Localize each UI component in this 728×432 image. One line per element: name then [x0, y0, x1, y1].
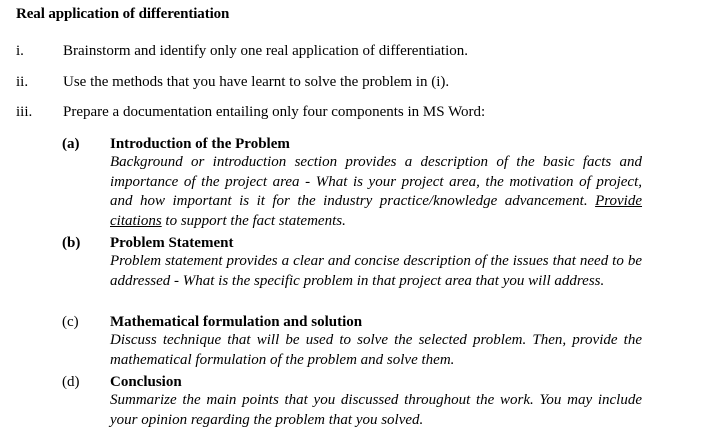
- step-number: iii.: [16, 104, 33, 120]
- component-title: Introduction of the Problem: [110, 136, 290, 152]
- component-letter: (b): [62, 235, 81, 251]
- component-title: Conclusion: [110, 374, 182, 390]
- citation-rest-text: to support the fact statements.: [161, 212, 346, 229]
- step-text: Brainstorm and identify only one real application of differentiation.: [63, 43, 469, 59]
- component-description: Problem statement provides a clear and concise description of the issues that need to be addressed - What is the specific problem in that project area that you will address.: [110, 253, 642, 289]
- component-description-text: Background or introduction section provides a description of the basic facts and importance of the project area - What is your project area, the motivation of project, and how important is it for the industry practice/knowledge advancement.: [110, 154, 642, 209]
- step-text: Use the methods that you have learnt to solve the problem in (i).: [63, 74, 450, 90]
- document-heading: Real application of differentiation: [16, 6, 230, 22]
- component-description: [110, 153, 642, 231]
- component-letter: (c): [62, 314, 79, 330]
- step-number: i.: [16, 43, 24, 59]
- component-description: Summarize the main points that you discussed throughout the work. You may include your opinion regarding the problem that you solved.: [110, 392, 642, 428]
- citation-link[interactable]: Provide citations: [110, 193, 643, 229]
- component-letter: (d): [62, 374, 80, 390]
- step-text: Prepare a documentation entailing only four components in MS Word:: [63, 104, 486, 120]
- component-description: Discuss technique that will be used to solve the selected problem. Then, provide the mathematical formulation of the problem and solve them.: [110, 332, 642, 368]
- component-title: Problem Statement: [110, 235, 234, 251]
- component-title: Mathematical formulation and solution: [110, 314, 363, 330]
- step-number: ii.: [16, 74, 29, 90]
- component-letter: (a): [62, 136, 80, 152]
